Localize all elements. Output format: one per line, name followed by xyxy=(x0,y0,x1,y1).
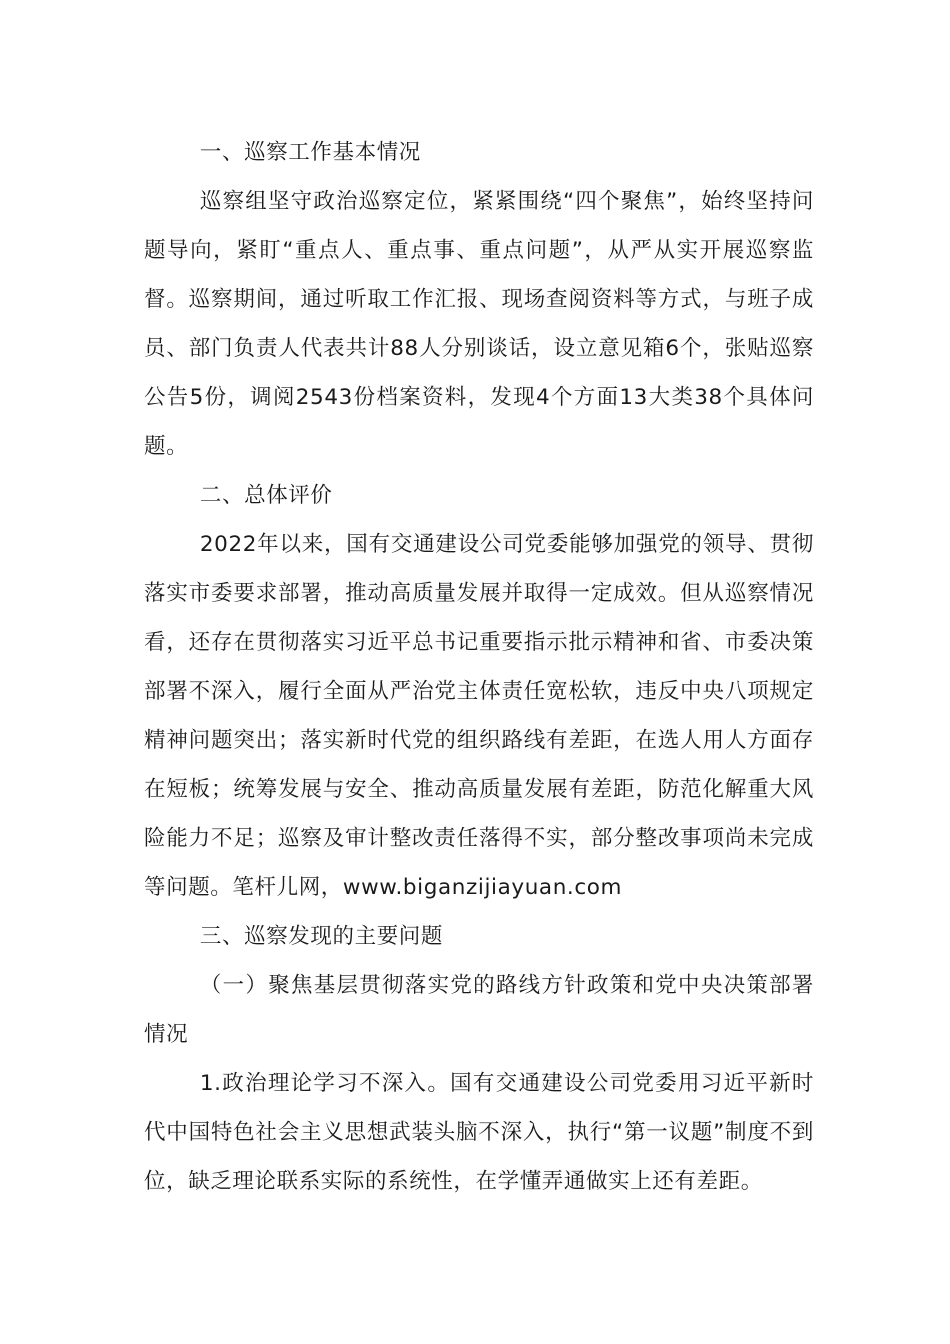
body-paragraph-2: 2022年以来，国有交通建设公司党委能够加强党的领导、贯彻落实市委要求部署，推动高质量发展并取得一定成效。但从巡察情况看，还存在贯彻落实习近平总书记重要指示批示精神和省、市委决策部署不深入，履行全面从严治党主体责任宽松软，违反中央八项规定精神问题突出；落实新时代党的组织路线有差距，在选人用人方面存在短板；统筹发展与安全、推动高质量发展有差距，防范化解重大风险能力不足；巡察及审计整改责任落得不实，部分整改事项尚未完成等问题。笔杆儿网，www.biganzijiayuan.com xyxy=(144,532,814,900)
section-heading-3: 三、巡察发现的主要问题 xyxy=(199,924,443,949)
subsection-heading-1: （一）聚焦基层贯彻落实党的路线方针政策和党中央决策部署情况 xyxy=(144,973,814,1047)
body-paragraph-3: 1.政治理论学习不深入。国有交通建设公司党委用习近平新时代中国特色社会主义思想武装头脑不深入，执行“第一议题”制度不到位，缺乏理论联系实际的系统性，在学懂弄通做实上还有差距。 xyxy=(144,1071,814,1194)
section-heading-2: 二、总体评价 xyxy=(199,483,333,508)
body-paragraph-1: 巡察组坚守政治巡察定位，紧紧围绕“四个聚焦”，始终坚持问题导向，紧盯“重点人、重点事、重点问题”，从严从实开展巡察监督。巡察期间，通过听取工作汇报、现场查阅资料等方式，与班子成员、部门负责人代表共计88人分别谈话，设立意见箱6个，张贴巡察公告5份，调阅2543份档案资料，发现4个方面13大类38个具体问题。 xyxy=(144,189,814,459)
section-heading-1: 一、巡察工作基本情况 xyxy=(199,140,421,165)
document-body xyxy=(144,128,814,1206)
